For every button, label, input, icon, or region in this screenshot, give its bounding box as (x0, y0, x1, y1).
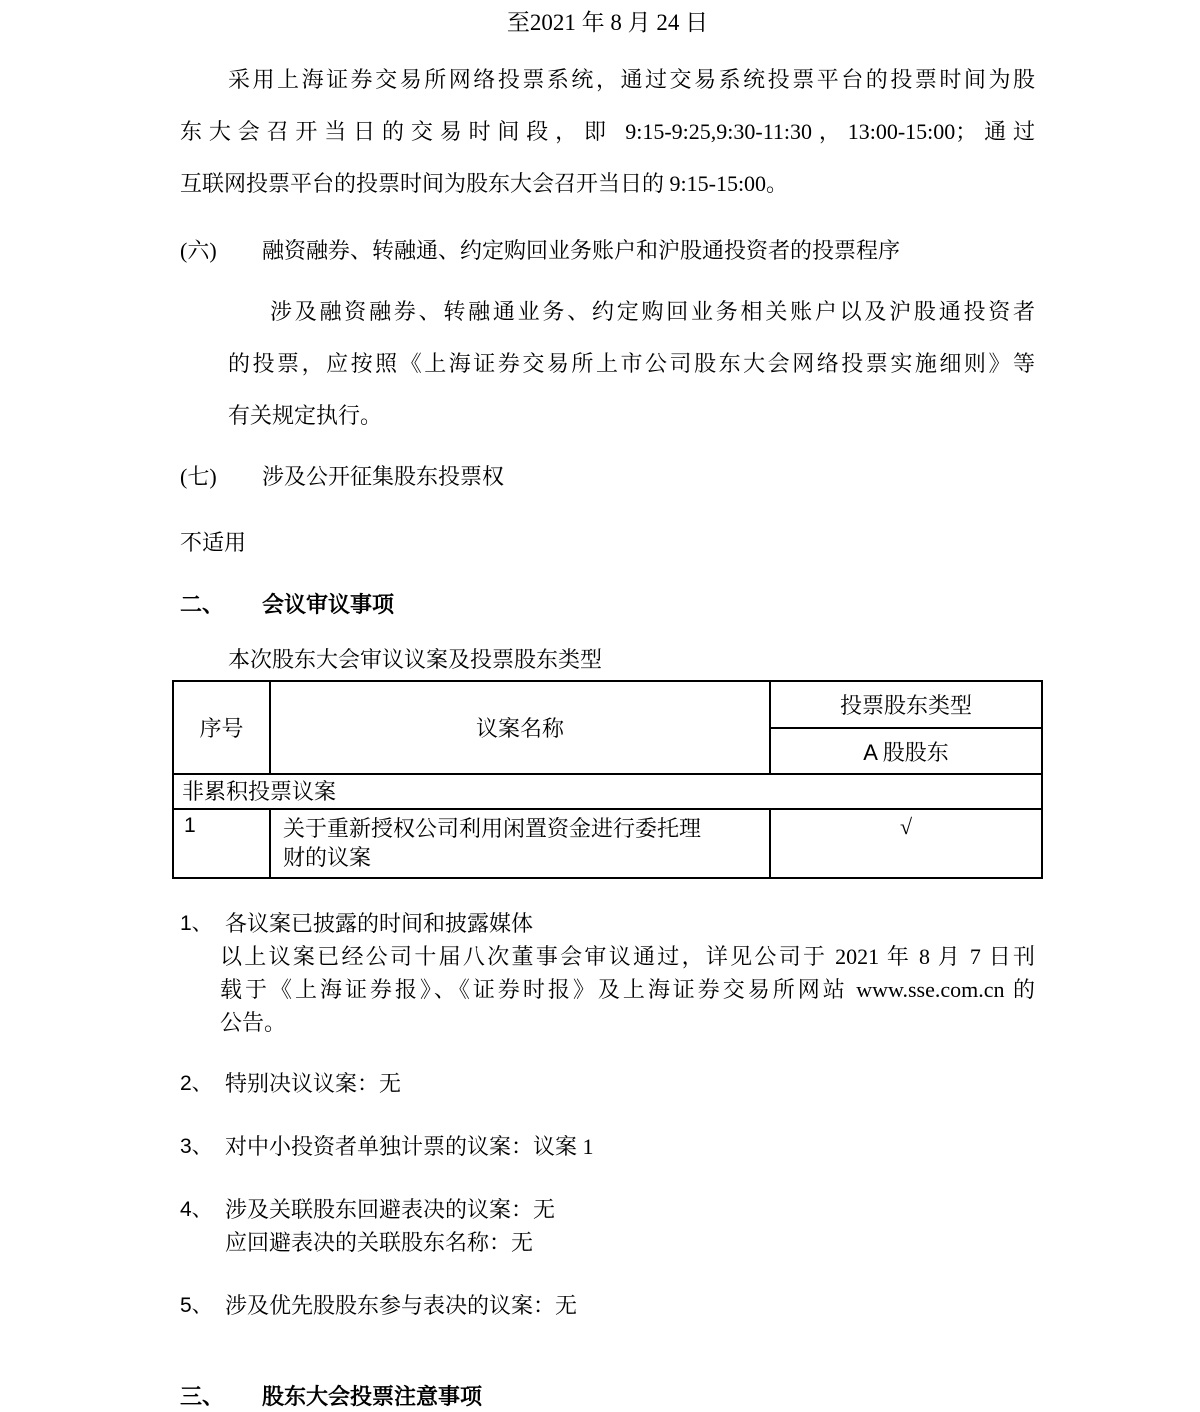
paragraph-line: 东大会召开当日的交易时间段，即 9:15-9:25,9:30-11:30，13:00-15:00；通过 (180, 119, 1035, 144)
table-group-row (173, 774, 1042, 809)
header-seq: 序号 (173, 681, 270, 774)
list-item-3 (180, 1130, 1035, 1163)
cell-a-share-mark: √ (770, 809, 1042, 878)
paragraph-line: 互联网投票平台的投票时间为股东大会召开当日的 9:15-15:00。 (180, 171, 789, 196)
section-six-body (228, 286, 1035, 442)
item-sub-line: 载于《上海证券报》、《证券时报》及上海证券交易所网站 www.sse.com.cn 的 (220, 977, 1035, 1002)
section-three-heading (180, 1382, 1035, 1412)
item-body (220, 907, 1035, 1039)
cell-proposal-name (270, 809, 770, 878)
item-text: 各议案已披露的时间和披露媒体 (225, 911, 534, 936)
item-body (225, 1067, 1035, 1100)
table-header-row (173, 681, 1042, 728)
item-number: 2、 (180, 1072, 213, 1095)
group-label: 非累积投票议案 (173, 774, 1042, 809)
section-two-heading (180, 590, 1035, 620)
paragraph-line: 有关规定执行。 (228, 403, 383, 428)
section-seven-heading (180, 462, 1035, 492)
table-row (173, 809, 1042, 878)
list-item-1 (180, 907, 1035, 1039)
section-six-number: (六) (180, 238, 217, 263)
item-body (225, 1289, 1035, 1322)
list-item-5 (180, 1289, 1035, 1322)
item-body (225, 1193, 1035, 1259)
item-text: 涉及关联股东回避表决的议案：无 (225, 1197, 556, 1222)
item-number: 1、 (180, 912, 213, 935)
paragraph-line: 涉及融资融券、转融通业务、约定购回业务相关账户以及沪股通投资者 (270, 299, 1035, 324)
section-three-number: 三、 (180, 1384, 225, 1409)
cell-seq: 1 (173, 809, 270, 878)
header-voter-type: 投票股东类型 (770, 681, 1042, 728)
proposal-name-line: 财的议案 (283, 845, 372, 870)
item-number: 4、 (180, 1198, 213, 1221)
voting-time-paragraph (180, 54, 1035, 210)
section-seven-number: (七) (180, 464, 217, 489)
item-sub-line: 应回避表决的关联股东名称：无 (225, 1230, 534, 1255)
item-sub-line: 公告。 (220, 1010, 287, 1035)
paragraph-line: 的投票，应按照《上海证券交易所上市公司股东大会网络投票实施细则》等 (228, 351, 1035, 376)
item-text: 对中小投资者单独计票的议案：议案 1 (225, 1134, 594, 1159)
agenda-table (172, 680, 1043, 879)
table-intro-line: 本次股东大会审议议案及投票股东类型 (228, 647, 603, 672)
item-text: 特别决议议案：无 (225, 1071, 402, 1096)
not-applicable-note: 不适用 (180, 530, 247, 555)
list-item-4 (180, 1193, 1035, 1259)
list-item-2 (180, 1067, 1035, 1100)
item-number: 3、 (180, 1135, 213, 1158)
section-two-title: 会议审议事项 (262, 592, 395, 617)
header-proposal-name: 议案名称 (270, 681, 770, 774)
item-text: 涉及优先股股东参与表决的议案：无 (225, 1293, 578, 1318)
section-two-number: 二、 (180, 592, 225, 617)
item-body (225, 1130, 1035, 1163)
item-sub-line: 以上议案已经公司十届八次董事会审议通过，详见公司于 2021 年 8 月 7 日刊 (220, 944, 1035, 969)
header-a-share: A 股股东 (770, 728, 1042, 774)
section-six-heading (180, 236, 1035, 266)
section-six-title: 融资融券、转融通、约定购回业务账户和沪股通投资者的投票程序 (262, 238, 901, 263)
proposal-name-line: 关于重新授权公司利用闲置资金进行委托理 (283, 816, 702, 841)
section-seven-title: 涉及公开征集股东投票权 (262, 464, 505, 489)
paragraph-line: 采用上海证券交易所网络投票系统，通过交易系统投票平台的投票时间为股 (228, 67, 1035, 92)
item-number: 5、 (180, 1294, 213, 1317)
section-three-title: 股东大会投票注意事项 (262, 1384, 483, 1409)
date-line: 至2021 年 8 月 24 日 (506, 10, 709, 35)
